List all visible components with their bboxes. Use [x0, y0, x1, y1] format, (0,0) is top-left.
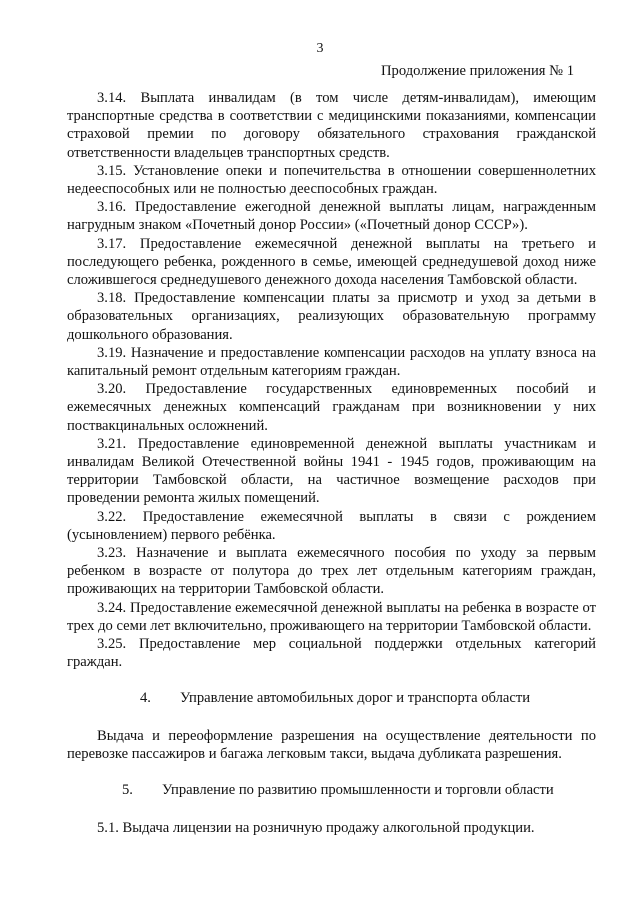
item-3-21: 3.21. Предоставление единовременной денежной выплаты участникам и инвалидам Великой Отечественной войны 1941 - 1945 годов, проживающим на территории Тамбовской области, на частичное возмещение расходов при проведении ремонта жилых помещений.	[67, 435, 596, 507]
item-3-25: 3.25. Предоставление мер социальной поддержки отдельных категорий граждан.	[67, 636, 596, 671]
section-4-title: Управление автомобильных дорог и транспорта области	[180, 689, 531, 706]
item-3-19: 3.19. Назначение и предоставление компенсации расходов на уплату взноса на капитальный ремонт отдельным категориям граждан.	[67, 344, 596, 380]
section-4-text: Выдача и переоформление разрешения на осуществление деятельности по перевозке пассажиров и багажа легковым такси, выдача дубликата разрешения.	[67, 727, 596, 762]
section-5-heading	[67, 781, 596, 799]
section-4-heading	[67, 689, 596, 707]
continuation-heading: Продолжение приложения № 1	[381, 63, 574, 79]
section-5-number: 5.	[122, 782, 133, 799]
item-3-17: 3.17. Предоставление ежемесячной денежной выплаты на третьего и последующего ребенка, рожденного в семье, имеющей среднедушевой доход ниже сложившегося среднедушевого денежного дохода населения Тамбовской области.	[67, 235, 596, 289]
document-body	[67, 89, 596, 838]
item-3-23: 3.23. Назначение и выплата ежемесячного пособия по уходу за первым ребенком в возрасте от полутора до трех лет отдельным категориям граждан, проживающих на территории Тамбовской области.	[67, 545, 596, 598]
item-3-15: 3.15. Установление опеки и попечительства в отношении совершеннолетних недееспособных или не полностью дееспособных граждан.	[67, 162, 596, 198]
item-3-20: 3.20. Предоставление государственных единовременных пособий и ежемесячных денежных компенсаций гражданам при возникновении у них поствакцинальных осложнений.	[67, 381, 596, 434]
item-3-22: 3.22. Предоставление ежемесячной выплаты в связи с рождением (усыновлением) первого ребёнка.	[67, 508, 596, 543]
section-5-title: Управление по развитию промышленности и торговли области	[162, 782, 554, 799]
page-number: 3	[316, 41, 324, 56]
item-3-16: 3.16. Предоставление ежегодной денежной выплаты лицам, награжденным нагрудным знаком «Почетный донор России» («Почетный донор СССР»).	[67, 199, 596, 234]
section-4-number: 4.	[140, 689, 151, 706]
item-3-14: 3.14. Выплата инвалидам (в том числе детям-инвалидам), имеющим транспортные средства в соответствии с медицинскими показаниями, компенсации страховой премии по договору обязательного страхования гражданской ответственности владельцев транспортных средств.	[67, 90, 596, 161]
item-3-18: 3.18. Предоставление компенсации платы за присмотр и уход за детьми в образовательных организациях, реализующих образовательную программу дошкольного образования.	[67, 290, 596, 343]
item-3-24: 3.24. Предоставление ежемесячной денежной выплаты на ребенка в возрасте от трех до семи лет включительно, проживающего на территории Тамбовской области.	[67, 599, 596, 634]
section-5-text: 5.1. Выдача лицензии на розничную продажу алкогольной продукции.	[97, 820, 535, 837]
